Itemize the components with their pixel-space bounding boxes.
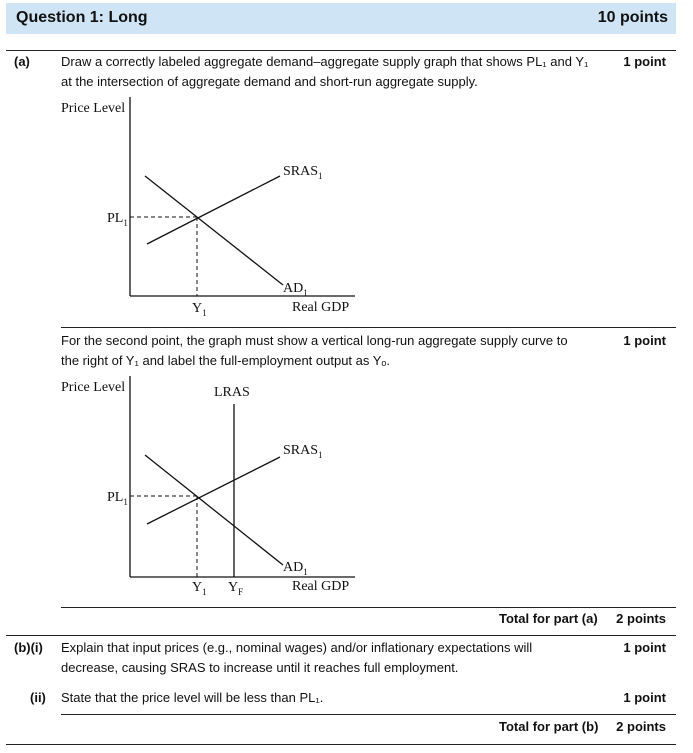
part-b-ii-label: (ii) <box>30 690 46 705</box>
graph2-yf-label: $Y_F$ <box>228 580 244 597</box>
divider <box>61 607 676 608</box>
graph1-pl-label: $PL_1$ <box>107 211 128 228</box>
part-b-i-points: 1 point <box>623 640 666 655</box>
part-a-second-points: 1 point <box>623 333 666 348</box>
part-b-i-text-line2: decrease, causing SRAS to increase until it reaches full employment. <box>61 660 459 675</box>
part-b-total-label: Total for part (b) <box>499 719 599 734</box>
graph2-x-axis-label: Real GDP <box>292 579 350 594</box>
part-a-label: (a) <box>14 54 30 69</box>
graph2-y1-label: $Y_1$ <box>192 580 207 597</box>
part-b-total-points: 2 points <box>616 719 666 734</box>
divider <box>6 744 676 745</box>
graph1-x-axis-label: Real GDP <box>292 300 350 315</box>
graph2-ad-curve <box>145 455 283 565</box>
part-a-total-label: Total for part (a) <box>499 611 598 626</box>
part-b-ii-text: State that the price level will be less than PL₁. <box>61 690 324 705</box>
graph2-sras-curve <box>147 457 280 524</box>
part-a-second-text-line2: the right of Y₁ and label the full-employment output as Yₒ. <box>61 353 390 368</box>
graph2-sras-label: $SRAS_1$ <box>283 443 323 460</box>
question-total-points: 10 points <box>597 9 668 26</box>
graph2-lras-label: LRAS <box>214 385 250 400</box>
part-a-total-points: 2 points <box>616 611 666 626</box>
graph1-y-axis-label: Price Level <box>61 101 126 116</box>
part-b-ii-points: 1 point <box>623 690 666 705</box>
graph1-ad-label: $AD_1$ <box>283 281 308 298</box>
question-title: Question 1: Long <box>16 9 148 26</box>
divider <box>61 714 676 715</box>
part-a-text-line1: Draw a correctly labeled aggregate demand–aggregate supply graph that shows PL₁ and Y₁ <box>61 54 589 69</box>
graph2-y-axis-label: Price Level <box>61 380 126 395</box>
part-a-second-text-line1: For the second point, the graph must show a vertical long-run aggregate supply curve to <box>61 333 568 348</box>
graph2-pl-label: $PL_1$ <box>107 490 128 507</box>
part-b-i-text-line1: Explain that input prices (e.g., nominal wages) and/or inflationary expectations will <box>61 640 533 655</box>
part-a-points: 1 point <box>623 54 666 69</box>
graph1-sras-label: $SRAS_1$ <box>283 164 323 181</box>
part-b-i-label: (b)(i) <box>14 640 43 655</box>
part-a-text-line2: at the intersection of aggregate demand and short-run aggregate supply. <box>61 74 478 89</box>
divider <box>6 635 676 636</box>
graph2-ad-label: $AD_1$ <box>283 560 308 577</box>
graph1-y1-label: $Y_1$ <box>192 301 207 318</box>
